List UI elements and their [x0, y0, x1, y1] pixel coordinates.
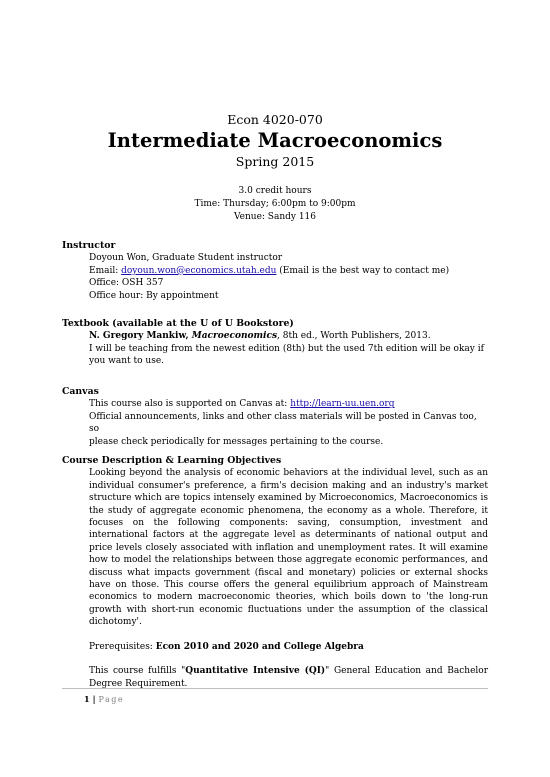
course-code: Econ 4020-070 — [227, 112, 323, 127]
textbook-heading: Textbook (available at the U of U Bookstore) — [62, 318, 294, 329]
description-heading: Course Description & Learning Objectives — [62, 455, 282, 466]
email-label: Email: — [89, 265, 122, 276]
textbook-note-line-1: I will be teaching from the newest edition (8th) but the used 7th edition will be okay if — [89, 343, 484, 354]
instructor-office-hour: Office hour: By appointment — [89, 290, 219, 301]
canvas-line-2: Official announcements, links and other class materials will be posted in Canvas too, so — [89, 411, 477, 435]
canvas-section — [62, 386, 488, 448]
page-label: Page — [98, 695, 125, 704]
textbook-note-line-2: you want to use. — [89, 356, 165, 367]
description-section — [62, 455, 488, 690]
footer-rule — [62, 688, 488, 689]
credit-hours: 3.0 credit hours — [238, 186, 312, 196]
prerequisites-line — [89, 641, 488, 653]
canvas-line-1 — [89, 398, 488, 410]
textbook-citation — [89, 330, 488, 342]
instructor-office: Office: OSH 357 — [89, 278, 164, 289]
qi-requirement — [89, 665, 488, 690]
instructor-email-line — [89, 265, 488, 277]
instructor-heading: Instructor — [62, 240, 116, 251]
textbook-title: Macroeconomics — [191, 331, 278, 342]
prerequisites-value: Econ 2010 and 2020 and College Algebra — [155, 641, 364, 652]
course-title: Intermediate Macroeconomics — [107, 129, 443, 152]
canvas-line-3: please check periodically for messages pertaining to the course. — [89, 436, 384, 447]
page-number: 1 — [84, 694, 90, 704]
instructor-email-link[interactable]: doyoun.won@economics.utah.edu — [121, 265, 277, 276]
page-footer — [84, 694, 124, 705]
class-time: Time: Thursday; 6:00pm to 9:00pm — [194, 199, 356, 209]
footer-separator: | — [92, 694, 96, 704]
canvas-url-link[interactable]: http://learn-uu.uen.org — [290, 399, 395, 410]
prerequisites-label: Prerequisites: — [89, 641, 156, 652]
canvas-line-1-prefix: This course also is supported on Canvas at: — [89, 399, 291, 410]
textbook-author: N. Gregory Mankiw, — [89, 331, 192, 342]
description-body: Looking beyond the analysis of economic behaviors at the individual level, such as an individual consumer's preference, a firm's decision making and an industry's market structure which are topics intensely examined by Microeconomics, Macroeconomics is the study of aggregate economic phenomena, the economy as a whole. Therefore, it focuses on the following components: saving, consumption, investment and international factors at the aggregate level as determinants of national output and price levels closely associated with inflation and unemployment rates. It will examine how to model the relationships between those aggregate economic performances, and discuss what impacts government (fiscal and monetary) policies or external shocks have on those. This course offers the general equilibrium approach of Mainstream economics to modern macroeconomic theories, which boils down to 'the long-run growth with short-run economic fluctuations under the assumption of the classical dichotomy'. — [89, 468, 488, 628]
course-term: Spring 2015 — [235, 154, 315, 169]
instructor-section — [62, 240, 488, 302]
qi-prefix: This course fulfills " — [89, 666, 186, 677]
course-meta — [0, 185, 550, 224]
email-note: (Email is the best way to contact me) — [276, 265, 450, 276]
class-venue: Venue: Sandy 116 — [233, 212, 317, 222]
qi-suffix: " General Education and Bachelor Degree Requirement. — [89, 666, 489, 689]
canvas-heading: Canvas — [62, 386, 99, 397]
instructor-name: Doyoun Won, Graduate Student instructor — [89, 253, 283, 264]
course-header — [0, 112, 550, 170]
qi-label: Quantitative Intensive (QI) — [185, 666, 326, 677]
textbook-section — [62, 318, 488, 368]
textbook-edition: , 8th ed., Worth Publishers, 2013. — [277, 331, 431, 342]
